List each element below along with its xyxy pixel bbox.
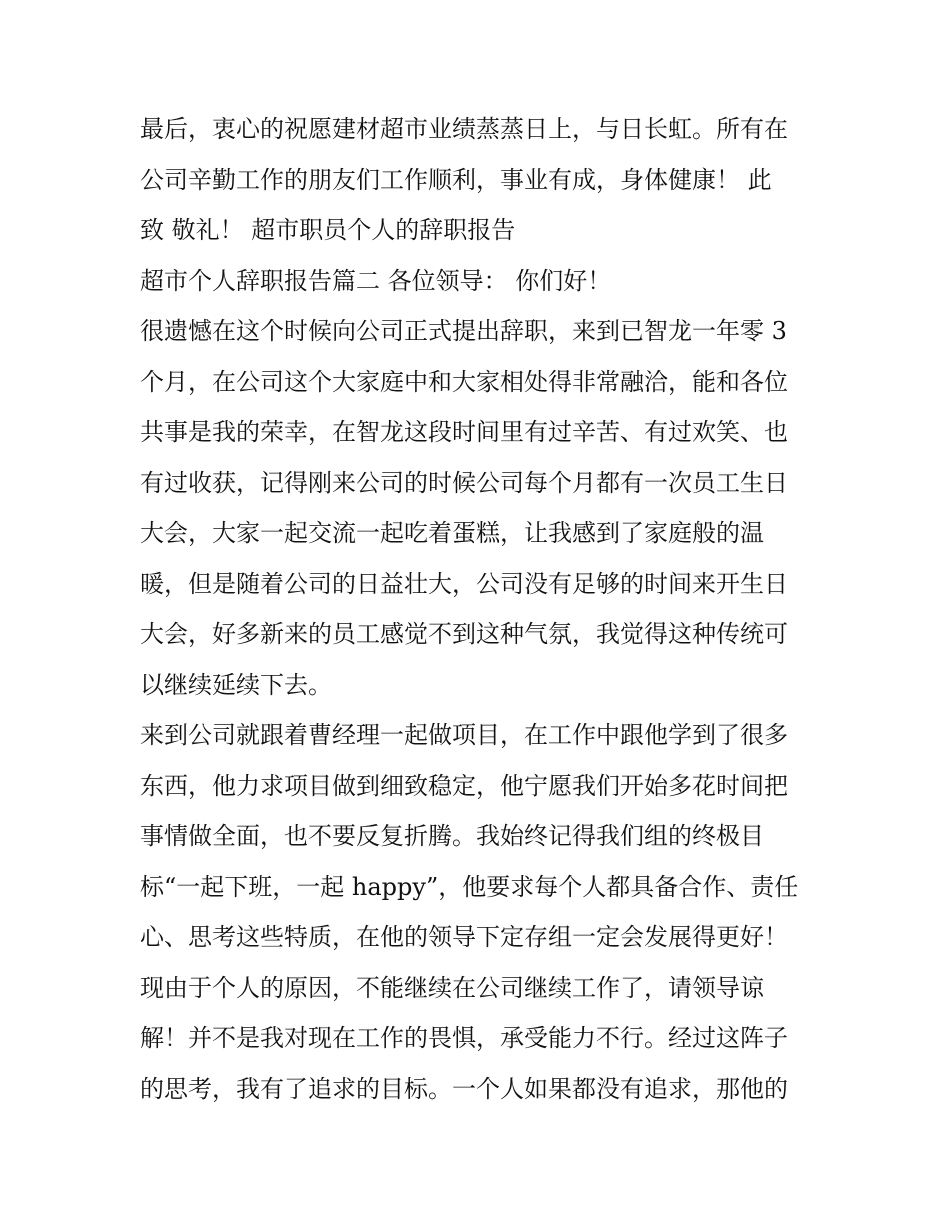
text-line-12: 以继续延续下去。 bbox=[140, 670, 332, 699]
text-line-9: 大会，大家一起交流一起吃着蛋糕，让我感到了家庭般的温 bbox=[140, 519, 764, 547]
text-line-14: 东西，他力求项目做到细致稳定，他宁愿我们开始多花时间把 bbox=[140, 771, 788, 800]
text-line-7: 共事是我的荣幸，在智龙这段时间里有过辛苦、有过欢笑、也 bbox=[140, 418, 788, 446]
text-line-15: 事情做全面，也不要反复折腾。我始终记得我们组的终极目 bbox=[140, 822, 764, 850]
text-line-5: 很遗憾在这个时候向公司正式提出辞职，来到已智龙一年零 3 bbox=[140, 317, 787, 345]
text-line-20: 的思考，我有了追求的目标。一个人如果都没有追求，那他的 bbox=[140, 1074, 788, 1103]
document-body bbox=[140, 110, 820, 1120]
text-line-10: 暖，但是随着公司的日益壮大，公司没有足够的时间来开生日 bbox=[140, 569, 788, 598]
text-line-4: 超市个人辞职报告篇二 各位领导： 你们好！ bbox=[140, 266, 612, 295]
text-line-19: 解！并不是我对现在工作的畏惧，承受能力不行。经过这阵子 bbox=[140, 1024, 788, 1052]
text-line-18: 现由于个人的原因，不能继续在公司继续工作了，请领导谅 bbox=[140, 973, 764, 1002]
text-line-1: 最后，衷心的祝愿建材超市业绩蒸蒸日上，与日长虹。所有在 bbox=[140, 115, 788, 143]
text-line-17: 心、思考这些特质，在他的领导下定存组一定会发展得更好！ bbox=[140, 923, 788, 951]
text-line-3: 致 敬礼！ 超市职员个人的辞职报告 bbox=[140, 216, 516, 244]
text-line-11: 大会，好多新来的员工感觉不到这种气氛，我觉得这种传统可 bbox=[140, 620, 788, 648]
text-line-16: 标“一起下班，一起 happy”，他要求每个人都具备合作、责任 bbox=[140, 872, 799, 901]
text-line-8: 有过收获，记得刚来公司的时候公司每个月都有一次员工生日 bbox=[140, 468, 788, 497]
text-line-13: 来到公司就跟着曹经理一起做项目，在工作中跟他学到了很多 bbox=[140, 721, 788, 749]
text-line-6: 个月，在公司这个大家庭中和大家相处得非常融洽，能和各位 bbox=[140, 367, 788, 396]
text-line-2: 公司辛勤工作的朋友们工作顺利，事业有成，身体健康！ 此 bbox=[140, 165, 772, 194]
